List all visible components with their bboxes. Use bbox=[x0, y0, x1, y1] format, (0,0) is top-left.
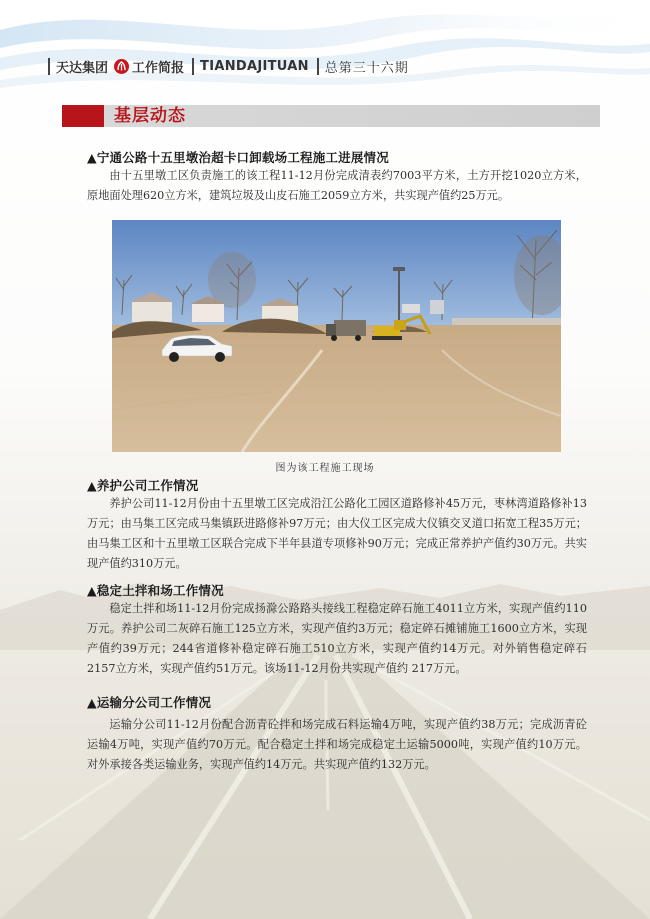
article-body: 稳定土拌和场11-12月份完成扬滁公路路头接线工程稳定碎石施工4011立方米，实现产值约110万元。养护公司二灰碎石施工125立方米，实现产值约3万元；稳定碎石摊铺施工1600立方米，实现产值约39万元；244省道修补稳定碎石施工510立方米，实现产值约14万元。对外销售稳定碎石2157立方米，实现产值约51万元。该场11-12月份共实现产值约 217万元。 bbox=[87, 602, 587, 675]
company-latin-name: TIANDAJITUAN bbox=[200, 58, 309, 74]
masthead-divider bbox=[317, 58, 319, 75]
issue-number: 总第三十六期 bbox=[324, 60, 409, 76]
photo-caption: 图为该工程施工现场 bbox=[275, 463, 375, 474]
construction-site-photo bbox=[112, 220, 561, 452]
section-accent-block bbox=[62, 105, 104, 127]
article-body: 运输分公司11-12月份配合沥青砼拌和场完成石料运输4万吨，实现产值约38万元；完成沥青砼运输4万吨，实现产值约70万元。配合稳定土拌和场完成稳定土运输5000吨，实现产值约10万元。对外承接各类运输业务，实现产值约14万元。共实现产值约132万元。 bbox=[87, 718, 587, 771]
company-logo-icon bbox=[114, 59, 129, 74]
article-body: 养护公司11-12月份由十五里墩工区完成沿江公路化工园区道路修补45万元，枣林湾道路修补13万元；由马集工区完成马集镇跃进路修补97万元；由大仪工区完成大仪镇交叉道口拓宽工程35万元；由马集工区和十五里墩工区联合完成下半年县道专项修补90万元；完成正常养护产值约30万元。共实现产值约310万元。 bbox=[87, 497, 587, 570]
masthead-divider bbox=[192, 58, 194, 75]
article-heading: ▲养护公司工作情况 bbox=[87, 478, 199, 493]
section-title: 基层动态 bbox=[114, 106, 186, 126]
article-heading: ▲运输分公司工作情况 bbox=[87, 695, 212, 710]
masthead bbox=[48, 56, 409, 76]
article-heading: ▲稳定土拌和场工作情况 bbox=[87, 583, 224, 598]
article-body: 由十五里墩工区负责施工的该工程11-12月份完成清表约7003平方米，土方开挖1020立方米，原地面处理620立方米，建筑垃圾及山皮石施工2059立方米，共实现产值约25万元。 bbox=[87, 169, 587, 202]
masthead-divider bbox=[48, 58, 50, 75]
header-wave-decoration bbox=[0, 0, 650, 100]
article-heading: ▲宁通公路十五里墩治超卡口卸载场工程施工进展情况 bbox=[87, 150, 389, 165]
section-header bbox=[62, 105, 600, 127]
company-name: 天达集团 bbox=[56, 60, 109, 76]
bulletin-name: 工作简报 bbox=[132, 60, 185, 76]
